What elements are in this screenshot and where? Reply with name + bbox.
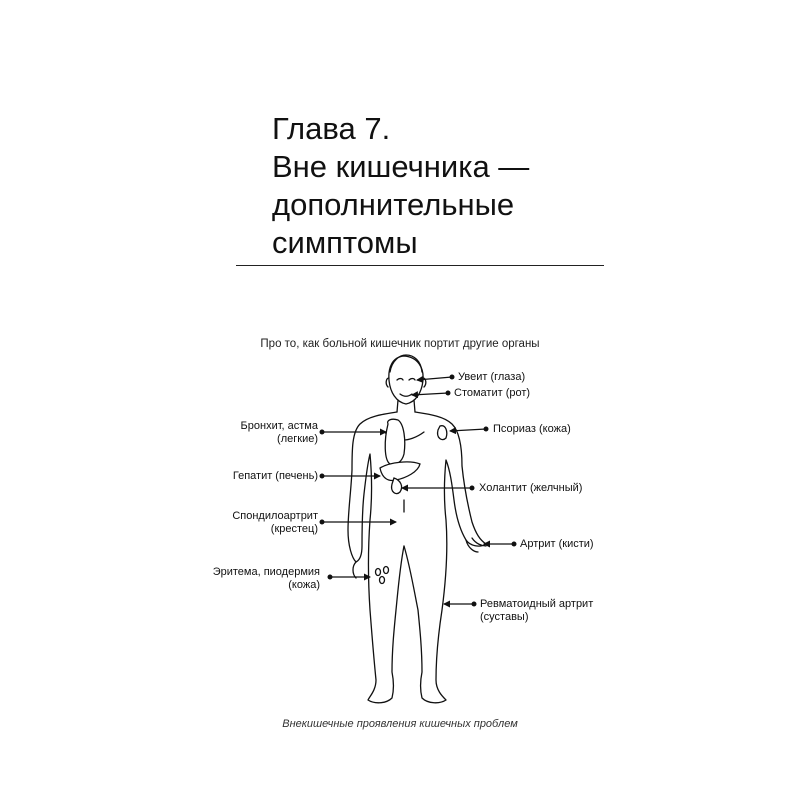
dot-hepatitis — [320, 474, 325, 479]
dot-psoriasis — [484, 427, 489, 432]
dot-uveitis — [450, 375, 455, 380]
label-rheumatoid-line-2: (суставы) — [480, 611, 529, 623]
label-cholangitis — [479, 482, 582, 495]
chapter-title-line-3: дополнительные — [272, 187, 515, 222]
label-arthritis-text: Артрит (кисти) — [520, 538, 594, 550]
label-spondyloarthritis-line-1: Спондилоартрит — [232, 510, 318, 522]
gallbladder-shape — [392, 478, 402, 494]
chapter-title-line-2: Вне кишечника — — [272, 149, 530, 184]
label-spondyloarthritis — [232, 510, 318, 536]
skin-lesion-leg-3 — [380, 577, 385, 584]
chapter-title-line-1: Глава 7. — [272, 111, 391, 146]
label-erythema-line-1: Эритема, пиодермия — [212, 566, 320, 578]
label-bronchitis-line-2: (легкие) — [277, 433, 318, 445]
label-bronchitis-line-1: Бронхит, астма — [240, 420, 318, 432]
label-spondyloarthritis-line-2: (крестец) — [270, 523, 318, 535]
chapter-title-line-4: симптомы — [272, 225, 418, 260]
label-rheumatoid-line-1: Ревматоидный артрит — [480, 598, 594, 610]
label-stomatitis-text: Стоматит (рот) — [454, 387, 531, 399]
lung-shape — [385, 419, 405, 464]
label-erythema-line-2: (кожа) — [288, 579, 320, 591]
skin-lesion-leg-1 — [376, 569, 381, 576]
label-erythema — [213, 566, 320, 592]
figure-caption-bottom: Внекишечные проявления кишечных проблем — [282, 718, 518, 730]
dot-arthritis — [512, 542, 517, 547]
dot-bronchitis — [320, 430, 325, 435]
label-cholangitis-text: Холантит (желчный) — [479, 482, 583, 494]
dot-spondyloarthritis — [320, 520, 325, 525]
label-hepatitis-text: Гепатит (печень) — [232, 470, 318, 482]
label-psoriasis — [493, 423, 571, 436]
skin-lesion-shoulder — [438, 426, 447, 440]
skin-lesion-leg-2 — [384, 567, 389, 574]
organs — [376, 419, 447, 583]
dot-cholangitis — [470, 486, 475, 491]
label-arthritis — [520, 538, 594, 551]
figure-caption-top: Про то, как больной кишечник портит другие органы — [260, 338, 540, 350]
label-rheumatoid — [480, 598, 593, 624]
label-psoriasis-text: Псориаз (кожа) — [493, 423, 571, 435]
arrow-stomatitis — [412, 393, 448, 395]
label-stomatitis — [454, 387, 530, 400]
dot-stomatitis — [446, 391, 451, 396]
dot-rheumatoid — [472, 602, 477, 607]
label-uveitis-text: Увеит (глаза) — [458, 371, 526, 383]
label-uveitis — [458, 371, 525, 384]
liver-shape — [380, 462, 420, 481]
label-bronchitis — [241, 420, 318, 446]
label-hepatitis — [233, 470, 318, 483]
arrow-uveitis — [417, 377, 452, 380]
human-figure — [348, 355, 486, 703]
dot-erythema — [328, 575, 333, 580]
